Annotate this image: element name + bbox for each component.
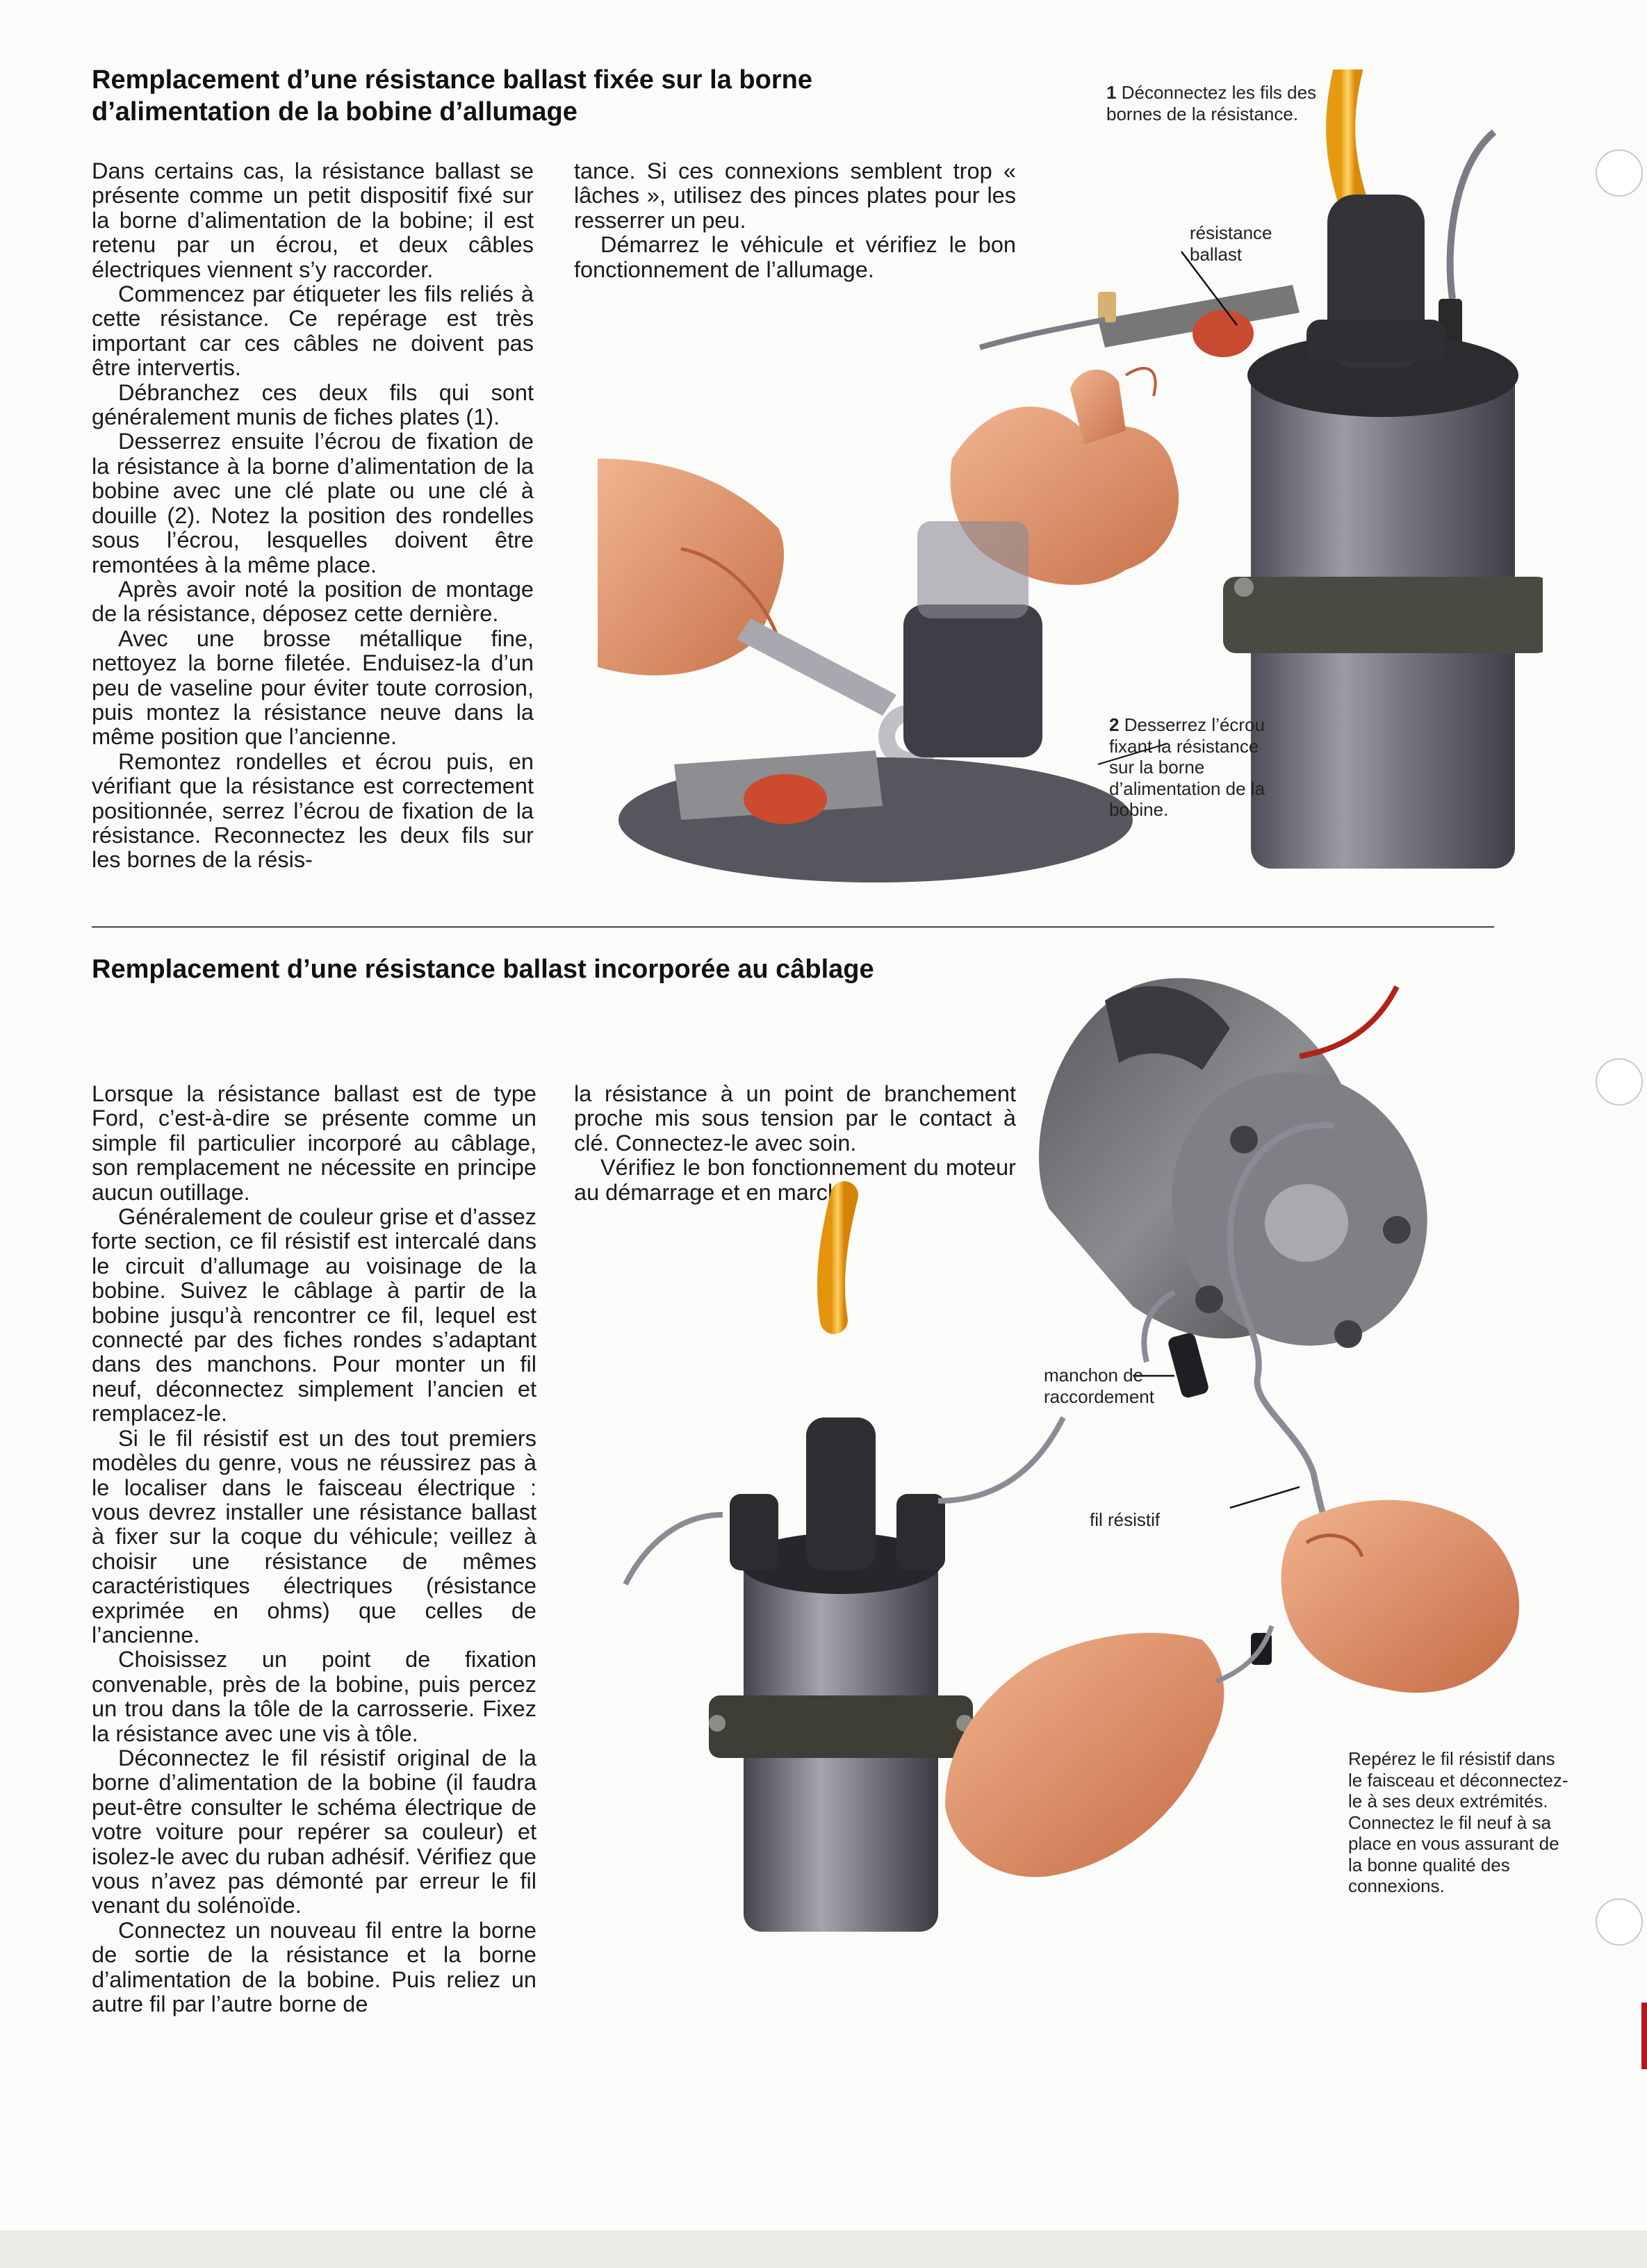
section2-paragraph: Généralement de couleur grise et d’assez forte section, ce fil résistif est intercalé dans le circuit d’allumage au voisinage de la bobine. Suivez le câblage à partir de la bobine jusqu’à rencontrer ce fil, lequel est connecté par des fiches rondes s’adaptant dans des manchons. Pour monter un fil neuf, déconnectez simplement l’ancien et remplacez-le. <box>92 1204 536 1427</box>
caption-text: Déconnectez les fils des bornes de la résistance. <box>1106 82 1317 124</box>
section2-paragraph: la résistance à un point de branchement proche mis sous tension par le contact à clé. Connectez-le avec soin. <box>574 1081 1016 1156</box>
section1-paragraph: Avec une brosse métallique fine, nettoyez la borne filetée. Enduisez-la d’un peu de vaseline pour éviter toute corrosion, puis montez la résistance neuve dans la même position que l’ancienne. <box>92 625 534 750</box>
section1-paragraph: Démarrez le véhicule et vérifiez le bon fonctionnement de l’allumage. <box>574 232 1016 282</box>
section2-paragraph: Si le fil résistif est un des tout premiers modèles du genre, vous ne réussirez pas à le localiser dans le faisceau électrique : vous devrez installer une résistance ballast à fixer sur la coque du véhicule; veillez à choisir une résistance de mêmes caractéristiques électriques (résistance exprimée en ohms) que celles de l’ancienne. <box>92 1425 536 1647</box>
section1-title-line2: d’alimentation de la bobine d’allumage <box>92 97 577 126</box>
section2-paragraph: Connectez un nouveau fil entre la borne de sortie de la résistance et la borne d’alimentation de la bobine. Puis reliez un autre fil par l’autre borne de <box>92 1917 536 2017</box>
ballast-coil-illustration <box>598 69 1543 903</box>
caption-connector-sleeve: manchon de raccordement <box>1044 1365 1154 1407</box>
section2-paragraph: Choisissez un point de fixation convenable, près de la bobine, puis percez un trou dans la tôle de la carrosserie. Fixez la résistance avec une vis à tôle. <box>92 1647 536 1746</box>
section2-paragraph: Déconnectez le fil résistif original de la borne d’alimentation de la bobine (il faudra peut-être consulter le schéma électrique de votre voiture pour repérer sa couleur) et isolez-le avec du ruban adhésif. Vérifiez que vous n’avez pas démonté par erreur le fil venant du solénoïde. <box>92 1745 536 1918</box>
section1-paragraph: tance. Si ces connexions semblent trop « lâches », utilisez des pinces plates pour les resserrer un peu. <box>574 158 1016 233</box>
section2-paragraph: Lorsque la résistance ballast est de type Ford, c’est-à-dire se présente comme un simple fil particulier incorporé au câblage, son remplacement ne nécessite en principe aucun outillage. <box>92 1081 536 1205</box>
caption-ballast-resistor <box>1190 222 1294 265</box>
section1-paragraph: Remontez rondelles et écrou puis, en vérifiant que la résistance est correctement positionnée, serrez l’écrou de fixation de la résistance. Reconnectez les deux fils sur les bornes de la résis- <box>92 748 534 873</box>
section1-title-line1: Remplacement d’une résistance ballast fixée sur la borne <box>92 65 812 94</box>
binder-hole <box>1596 1898 1643 1946</box>
caption-text: résistance ballast <box>1190 222 1272 265</box>
section2-title: Remplacement d’une résistance ballast incorporée au câblage <box>92 955 874 984</box>
section1-column1 <box>92 159 534 873</box>
caption-locate-wire: Repérez le fil résistif dans le faisceau et déconnectez-le à ses deux extrémités. Connectez le fil neuf à sa place en vous assurant de la bonne qualité des connexions. <box>1348 1748 1568 1896</box>
caption-resistive-wire: fil résistif <box>1090 1509 1161 1530</box>
section1-paragraph: Après avoir noté la position de montage de la résistance, déposez cette dernière. <box>92 576 534 627</box>
caption-text: Desserrez l’écrou fixant la résistance sur la borne d’alimentation de la bobine. <box>1109 714 1265 820</box>
caption-disconnect-wires <box>1106 82 1336 124</box>
binder-hole <box>1596 1058 1643 1106</box>
section1-paragraph: Dans certains cas, la résistance ballast se présente comme un petit dispositif fixé sur la borne d’alimentation de la bobine; il est retenu par un écrou, et deux câbles électriques viennent s’y raccorder. <box>92 158 534 282</box>
section-divider <box>92 926 1494 928</box>
section1-paragraph: Débranchez ces deux fils qui sont généralement munis de fiches plates (1). <box>92 379 534 430</box>
section1-paragraph: Commencez par étiqueter les fils reliés à cette résistance. Ce repérage est très important car ces câbles ne doivent pas être intervertis. <box>92 281 534 381</box>
binder-hole <box>1596 149 1643 197</box>
section2-column1 <box>92 1082 536 2016</box>
caption-number: 1 <box>1106 82 1117 103</box>
section2-paragraph: Vérifiez le bon fonctionnement du moteur au démarrage et en marche. <box>574 1155 1016 1205</box>
caption-loosen-nut <box>1109 714 1269 821</box>
caption-number: 2 <box>1109 714 1120 735</box>
section1-paragraph: Desserrez ensuite l’écrou de fixation de la résistance à la borne d’alimentation de la bobine avec une clé plate ou une clé à douille (2). Notez la position des rondelles sous l’écrou, lesquelles doivent être remontées à la même place. <box>92 429 534 577</box>
scan-bottom-edge <box>0 2230 1647 2268</box>
page-edge-tab <box>1641 2003 1647 2069</box>
